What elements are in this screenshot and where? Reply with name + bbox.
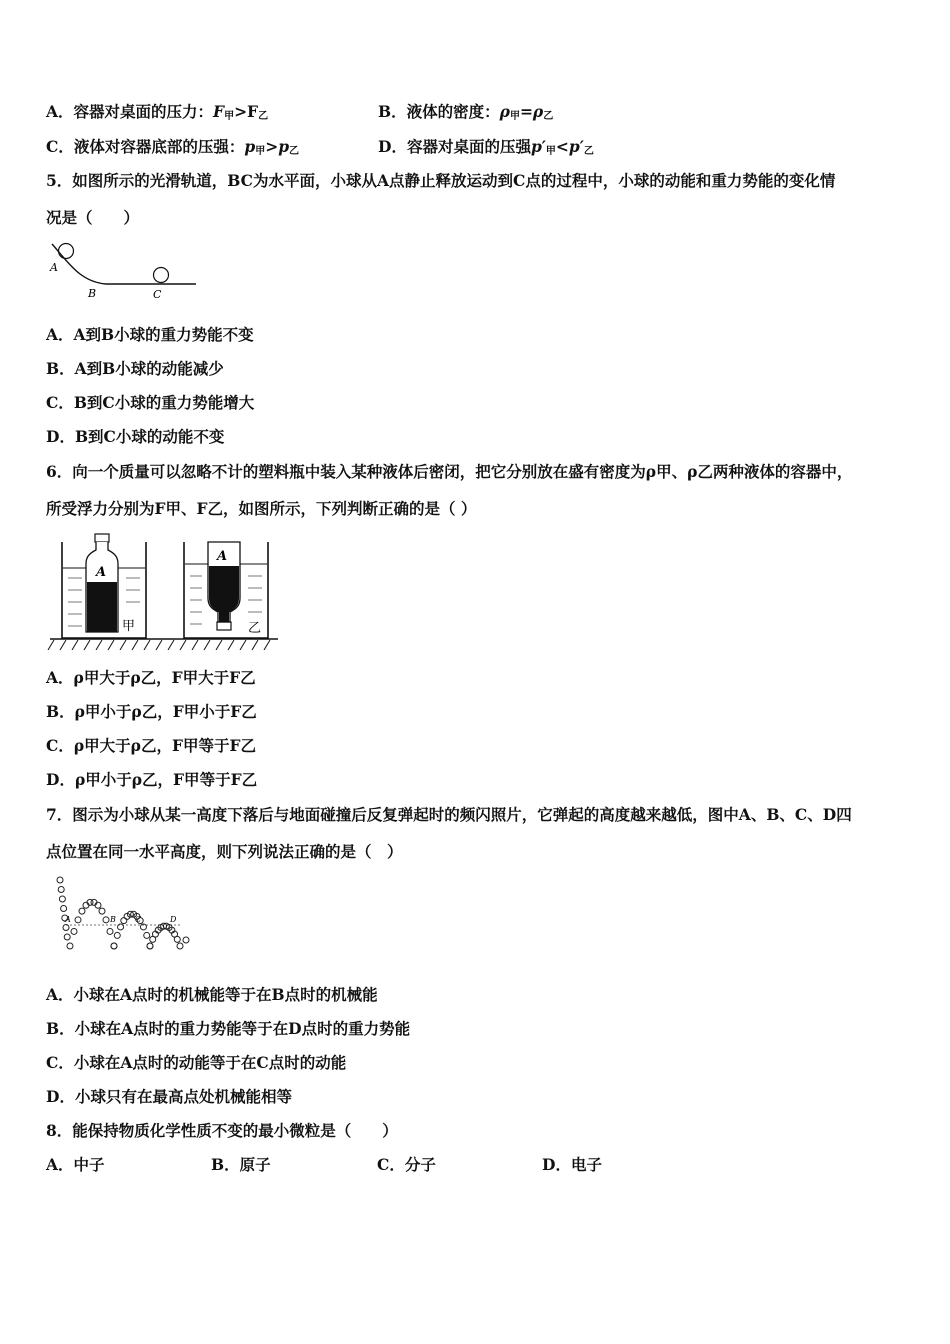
strobe-ball — [147, 943, 153, 949]
q5-option-b: B．A到B小球的动能减少 — [46, 359, 224, 378]
q5-stem-line2: 况是（ ） — [46, 208, 140, 227]
q5-option-c: C．B到C小球的重力势能增大 — [46, 393, 255, 412]
q7-option-c: C．小球在A点时的动能等于在C点时的动能 — [46, 1053, 347, 1072]
expr-part: ρ — [499, 102, 510, 121]
strobe-ball — [61, 906, 67, 912]
q6-bottles-figure — [46, 532, 281, 656]
strobe-ball — [63, 925, 69, 931]
subscript: 乙 — [289, 146, 300, 157]
q5-track-figure — [46, 238, 206, 304]
q4-option-b — [378, 102, 553, 127]
q7-bounce-figure — [52, 874, 197, 958]
subscript: 甲 — [545, 146, 556, 157]
strobe-ball — [121, 918, 127, 924]
bottle2-label: A — [217, 549, 228, 564]
subscript: 乙 — [543, 111, 554, 122]
q5-stem-line1: 5．如图所示的光滑轨道，BC为水平面，小球从A点静止释放运动到C点的过程中，小球的动能和重力势能的变化情 — [46, 171, 836, 190]
q6-stem-line2: 所受浮力分别为F甲、F乙，如图所示，下列判断正确的是（ ） — [46, 499, 477, 518]
strobe-ball — [71, 928, 77, 934]
q7-option-d: D．小球只有在最高点处机械能相等 — [46, 1087, 292, 1106]
option-text: 容器对桌面的压力： — [73, 102, 214, 121]
strobe-ball — [59, 896, 65, 902]
option-text: 液体的密度： — [406, 102, 500, 121]
q5-option-a: A．A到B小球的重力势能不变 — [46, 325, 254, 344]
expr-part: p — [244, 137, 256, 156]
q7-option-b: B．小球在A点时的重力势能等于在D点时的重力势能 — [46, 1019, 411, 1038]
strobe-ball — [107, 928, 113, 934]
option-text: 容器对桌面的压强 — [406, 137, 531, 156]
option-text: 液体对容器底部的压强： — [73, 137, 245, 156]
strobe-ball — [183, 937, 189, 943]
q4-option-c — [46, 137, 299, 162]
subscript: 甲 — [224, 111, 235, 122]
strobe-ball — [99, 908, 105, 914]
q6-stem-line1: 6．向一个质量可以忽略不计的塑料瓶中装入某种液体后密闭，把它分别放在盛有密度为ρ甲、ρ乙两种液体的容器中， — [46, 462, 853, 481]
strobe-ball — [103, 917, 109, 923]
strobe-ball — [57, 877, 63, 883]
subscript: 乙 — [258, 111, 269, 122]
label-c: C — [135, 915, 142, 924]
subscript: 乙 — [583, 146, 594, 157]
option-label: B． — [378, 102, 407, 121]
label-a: A — [50, 261, 58, 274]
q6-option-c: C．ρ甲大于ρ乙，F甲等于F乙 — [46, 736, 256, 755]
q8-option-d: D．电子 — [542, 1155, 602, 1174]
strobe-ball — [144, 932, 150, 938]
expr-part: p′ — [530, 137, 546, 156]
q7-option-a: A．小球在A点时的机械能等于在B点时的机械能 — [46, 985, 378, 1004]
expr-part: >F — [234, 102, 259, 121]
expr-part: F — [213, 102, 225, 121]
expr-part: =ρ — [519, 102, 544, 121]
q8-option-c: C．分子 — [377, 1155, 436, 1174]
q8-option-b: B．原子 — [211, 1155, 271, 1174]
label-a: A — [65, 915, 71, 924]
q8-option-a: A．中子 — [46, 1155, 105, 1174]
q7-stem-line1: 7．图示为小球从某一高度下落后与地面碰撞后反复弹起时的频闪照片，它弹起的高度越来越低，图中A、B、C、D四 — [46, 805, 852, 824]
option-label: A． — [46, 102, 74, 121]
strobe-ball — [67, 943, 73, 949]
option-label: C． — [46, 137, 74, 156]
strobe-ball — [79, 908, 85, 914]
q4-option-a — [46, 102, 268, 127]
subscript: 甲 — [509, 111, 520, 122]
expr-part: >p — [265, 137, 290, 156]
q6-option-a: A．ρ甲大于ρ乙，F甲大于F乙 — [46, 668, 256, 687]
subscript: 甲 — [255, 146, 266, 157]
strobe-ball — [114, 932, 120, 938]
q8-stem: 8．能保持物质化学性质不变的最小微粒是（ ） — [46, 1121, 398, 1140]
q6-option-d: D．ρ甲小于ρ乙，F甲等于F乙 — [46, 770, 258, 789]
strobe-ball — [177, 943, 183, 949]
q4-option-d — [378, 137, 594, 162]
strobe-ball — [64, 934, 70, 940]
q5-option-d: D．B到C小球的动能不变 — [46, 427, 225, 446]
label-b: B — [110, 915, 116, 924]
strobe-ball — [111, 943, 117, 949]
bottle1-label: A — [96, 565, 107, 580]
strobe-ball — [174, 936, 180, 942]
q7-stem-line2: 点位置在同一水平高度，则下列说法正确的是（ ） — [46, 842, 403, 861]
container1-label: 甲 — [122, 619, 136, 634]
strobe-ball — [58, 887, 64, 893]
q6-option-b: B．ρ甲小于ρ乙，F甲小于F乙 — [46, 702, 257, 721]
container2-label: 乙 — [248, 621, 262, 636]
strobe-ball — [118, 924, 124, 930]
strobe-ball — [75, 917, 81, 923]
label-d: D — [170, 915, 177, 924]
label-c: C — [153, 288, 162, 301]
label-b: B — [88, 287, 97, 300]
option-label: D． — [378, 137, 407, 156]
expr-part: <p′ — [555, 137, 584, 156]
